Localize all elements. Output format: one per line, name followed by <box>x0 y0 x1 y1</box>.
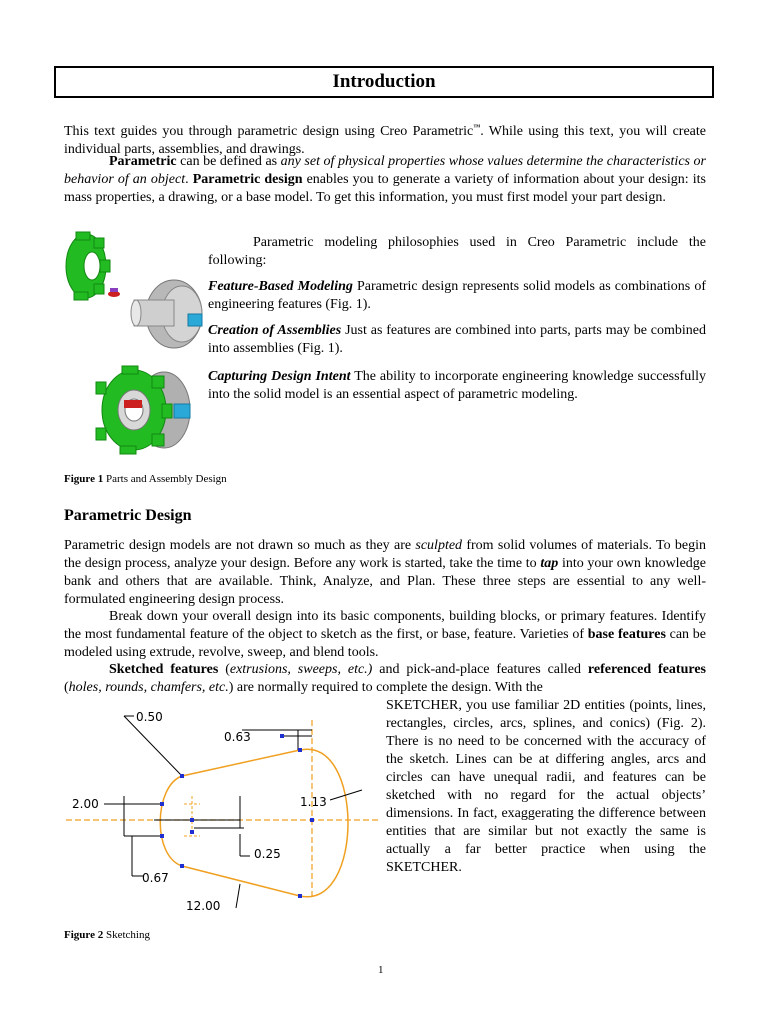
philosophy-term: Feature-Based Modeling <box>208 279 353 294</box>
text-run: and pick-and-place features called <box>372 662 588 677</box>
green-gear-part <box>66 232 120 300</box>
sketch-points <box>160 734 314 898</box>
figure-2-caption <box>64 929 150 941</box>
text-run: ( <box>64 680 69 695</box>
term-referenced-features: referenced features <box>587 662 706 677</box>
text-run: ( <box>218 662 230 677</box>
text-run: from solid volumes of materials. To begin the design process, analyze your design. Before any work is started, take the time to <box>64 538 706 571</box>
emphasis-tap: tap <box>540 556 559 571</box>
philosophy-item-assemblies <box>208 322 706 358</box>
dim-0-67: 0.67 <box>142 871 169 885</box>
page-title: Introduction <box>54 66 714 98</box>
philosophy-item-design-intent <box>208 368 706 404</box>
emphasis: sculpted <box>415 538 463 553</box>
figure-caption-text: Parts and Assembly Design <box>103 473 227 485</box>
text-run: can be modeled using extrude, revolve, sweep, and blend tools. <box>64 627 706 660</box>
philosophies-lead: Parametric modeling philosophies used in Creo Parametric include the following: <box>208 235 706 268</box>
term-base-features: base features <box>587 627 666 642</box>
emphasis: extrusions, sweeps, etc.) <box>229 662 373 677</box>
term-parametric: Parametric <box>109 154 177 169</box>
section-paragraph-4: SKETCHER, you use familiar 2D entities (points, lines, rectangles, circles, arcs, splines, and conics) (Fig. 2). There is no need to be concerned with the accuracy of the sketch. Lines can be at differing angles, arcs and circles can have unequal radii, and features can be sketched with no regard for the actual objects’ dimensions. In fact, exaggerating the difference between entities that are similar but not exactly the same is actually a far better practice when using the SKETCHER. <box>386 698 706 875</box>
philosophy-text: Just as features are combined into parts, parts may be combined into assemblies (Fig. 1). <box>208 323 706 356</box>
dim-0-63: 0.63 <box>224 730 251 744</box>
figure-1-image <box>64 228 204 468</box>
emphasis: holes, rounds, chamfers, etc. <box>68 680 229 695</box>
philosophy-text: Parametric design represents solid models as combinations of engineering features (Fig. 1). <box>208 279 706 312</box>
text-run: . While using this text, you will create individual parts, assemblies, and drawings. <box>64 124 706 157</box>
text-run: . <box>185 172 193 187</box>
section-heading: Parametric Design <box>64 507 192 524</box>
page-number: 1 <box>378 964 384 976</box>
section-paragraph-2 <box>64 608 706 662</box>
dim-2-00: 2.00 <box>72 797 99 811</box>
philosophy-term: Capturing Design Intent <box>208 369 351 384</box>
text-run: enables you to generate a variety of information about your design: its mass properties, a drawing, or a base model. To get this information, you must first model your part design. <box>64 172 706 205</box>
figure-label: Figure 1 <box>64 473 104 485</box>
figure-1-caption <box>64 473 227 485</box>
text-run: ) are normally required to complete the design. With the <box>228 680 543 695</box>
dim-0-50: 0.50 <box>136 710 163 724</box>
philosophy-item-feature-based <box>208 278 706 314</box>
figure-label: Figure 2 <box>64 929 104 941</box>
sketch-profile <box>160 749 348 897</box>
figure-2-sketch <box>64 700 380 920</box>
intro-paragraph-2 <box>64 153 706 207</box>
trademark-symbol: ™ <box>473 123 481 131</box>
dim-1-13: 1.13 <box>300 795 327 809</box>
assembled-gear <box>96 366 190 454</box>
definition-italic: any set of physical properties whose values determine the characteristics or behavior of an object <box>64 154 706 187</box>
term-parametric-design: Parametric design <box>192 172 303 187</box>
dim-0-25: 0.25 <box>254 847 281 861</box>
text-run: can be defined as <box>176 154 281 169</box>
text-run: Parametric design models are not drawn so much as they are <box>64 538 416 553</box>
term-sketched-features: Sketched features <box>109 662 219 677</box>
text-run: Break down your overall design into its basic components, building blocks, or primary features. Identify the most fundamental feature of the object to sketch as the first, or base, feature. Varieties of <box>64 609 706 642</box>
text-run: into your own knowledge bank and others that are available. Think, Analyze, and Plan. These three steps are essential to any well-formulated engineering design process. <box>64 556 707 607</box>
section-paragraph-3 <box>64 661 706 697</box>
grey-hub-part <box>131 280 202 348</box>
philosophy-text: The ability to incorporate engineering knowledge successfully into the solid model is an essential aspect of parametric modeling. <box>208 369 706 402</box>
figure-caption-text: Sketching <box>103 929 150 941</box>
dim-12-00: 12.00 <box>186 899 221 913</box>
philosophy-term: Creation of Assemblies <box>208 323 342 338</box>
text-run: This text guides you through parametric design using Creo Parametric <box>64 124 474 139</box>
section-paragraph-1 <box>64 537 706 609</box>
